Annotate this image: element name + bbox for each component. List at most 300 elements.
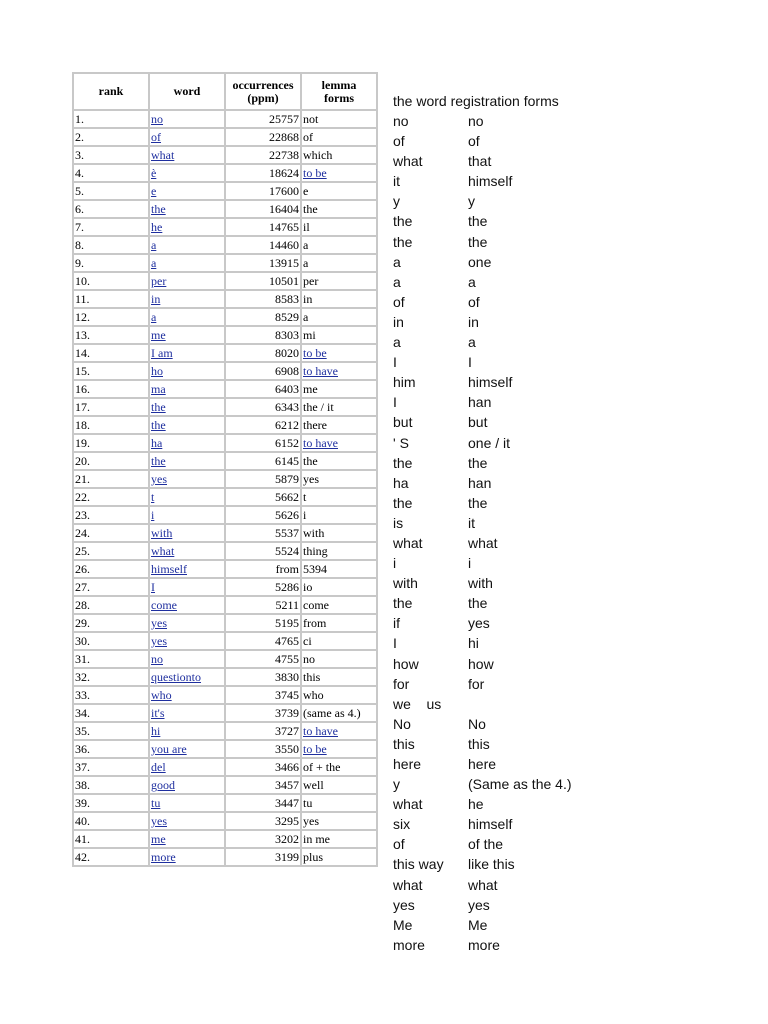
lemma-cell: yes: [301, 812, 377, 830]
lemma-cell: of: [301, 128, 377, 146]
lemma-link[interactable]: to be: [303, 166, 327, 180]
rank-cell: 15.: [73, 362, 149, 380]
occurrences-cell: 5662: [225, 488, 301, 506]
translation-word: No: [393, 715, 411, 732]
rank-cell: 28.: [73, 596, 149, 614]
translation-lemma: himself: [468, 374, 513, 391]
lemma-cell: 5394: [301, 560, 377, 578]
translation-row: [393, 332, 572, 352]
translation-row: [393, 412, 572, 432]
word-cell: [149, 200, 225, 218]
translation-row: [393, 834, 572, 854]
word-link[interactable]: questionto: [151, 670, 201, 684]
translation-row: [393, 191, 572, 211]
word-link[interactable]: a: [151, 310, 157, 324]
lemma-cell: come: [301, 596, 377, 614]
word-link[interactable]: more: [151, 850, 176, 864]
word-cell: [149, 452, 225, 470]
header-row: [73, 73, 377, 110]
word-link[interactable]: yes: [151, 472, 167, 486]
word-link[interactable]: I am: [151, 346, 173, 360]
occurrences-cell: 3447: [225, 794, 301, 812]
occurrences-cell: 25757: [225, 110, 301, 128]
lemma-link[interactable]: to have: [303, 724, 338, 738]
translation-lemma: no: [468, 113, 484, 129]
translation-lemma: one / it: [468, 434, 511, 451]
table-row: [73, 686, 377, 704]
translation-row: [393, 694, 572, 714]
table-row: [73, 614, 377, 632]
translation-lemma: how: [468, 655, 494, 672]
word-cell: [149, 128, 225, 146]
occurrences-cell: 8583: [225, 290, 301, 308]
table-row: [73, 452, 377, 470]
table-body: [73, 110, 377, 866]
word-link[interactable]: del: [151, 760, 166, 774]
rank-cell: 23.: [73, 506, 149, 524]
lemma-link[interactable]: to have: [303, 364, 338, 378]
lemma-cell: of + the: [301, 758, 377, 776]
word-link[interactable]: of: [151, 130, 161, 144]
word-link[interactable]: himself: [151, 562, 187, 576]
word-link[interactable]: the: [151, 418, 166, 432]
rank-cell: 6.: [73, 200, 149, 218]
translation-row: [393, 573, 572, 593]
word-link[interactable]: yes: [151, 814, 167, 828]
rank-cell: 41.: [73, 830, 149, 848]
translation-row: [393, 352, 572, 372]
translation-row: [393, 674, 572, 694]
word-cell: [149, 164, 225, 182]
rank-cell: 31.: [73, 650, 149, 668]
lemma-cell: the / it: [301, 398, 377, 416]
lemma-cell: i: [301, 506, 377, 524]
occurrences-cell: 5195: [225, 614, 301, 632]
translation-word: what: [393, 796, 423, 813]
lemma-cell: from: [301, 614, 377, 632]
rank-cell: 13.: [73, 326, 149, 344]
word-link[interactable]: tu: [151, 796, 161, 810]
translation-word: in: [393, 313, 404, 330]
rank-cell: 27.: [73, 578, 149, 596]
rank-cell: 34.: [73, 704, 149, 722]
word-cell: [149, 758, 225, 776]
rank-cell: 9.: [73, 254, 149, 272]
translation-rows: [393, 111, 572, 955]
translation-row: [393, 111, 572, 131]
table-row: [73, 560, 377, 578]
translation-word: Me: [393, 916, 413, 933]
word-link[interactable]: a: [151, 238, 157, 252]
translation-lemma: y: [468, 193, 475, 210]
lemma-cell: [301, 434, 377, 452]
word-cell: [149, 182, 225, 200]
translation-row: [393, 372, 572, 392]
lemma-cell: il: [301, 218, 377, 236]
translation-row: [393, 854, 572, 874]
occurrences-cell: 5286: [225, 578, 301, 596]
header-lemma-line1: lemma: [321, 77, 357, 92]
translation-lemma: of: [468, 293, 480, 310]
translation-lemma: it: [468, 514, 475, 531]
translation-word: y: [393, 193, 400, 210]
lemma-cell: t: [301, 488, 377, 506]
table-row: [73, 326, 377, 344]
translation-lemma: yes: [468, 615, 490, 632]
occurrences-cell: 5537: [225, 524, 301, 542]
translation-lemma: (Same as the 4.): [468, 776, 572, 793]
word-cell: [149, 740, 225, 758]
translation-row: [393, 734, 572, 754]
translation-word: the: [393, 233, 413, 250]
rank-cell: 35.: [73, 722, 149, 740]
occurrences-cell: 3745: [225, 686, 301, 704]
table-row: [73, 524, 377, 542]
rank-cell: 39.: [73, 794, 149, 812]
word-link[interactable]: what: [151, 544, 175, 558]
rank-cell: 25.: [73, 542, 149, 560]
translation-row: [393, 794, 572, 814]
translation-row: [393, 211, 572, 231]
word-cell: [149, 722, 225, 740]
translation-lemma: for: [468, 675, 485, 692]
word-link[interactable]: hi: [151, 724, 161, 738]
occurrences-cell: 22738: [225, 146, 301, 164]
table-row: [73, 128, 377, 146]
word-link[interactable]: you are: [151, 742, 187, 756]
translation-title: the word registration forms: [393, 93, 559, 109]
rank-cell: 4.: [73, 164, 149, 182]
occurrences-cell: 6908: [225, 362, 301, 380]
lemma-cell: [301, 362, 377, 380]
table-row: [73, 776, 377, 794]
table-row: [73, 344, 377, 362]
word-link[interactable]: the: [151, 454, 166, 468]
table-row: [73, 200, 377, 218]
occurrences-cell: 6145: [225, 452, 301, 470]
occurrences-cell: 14460: [225, 236, 301, 254]
word-link[interactable]: in: [151, 292, 161, 306]
rank-cell: 26.: [73, 560, 149, 578]
occurrences-cell: 5211: [225, 596, 301, 614]
word-link[interactable]: with: [151, 526, 173, 540]
translation-row: [393, 814, 572, 834]
lemma-cell: e: [301, 182, 377, 200]
translation-word: I: [393, 635, 397, 652]
occurrences-cell: 3727: [225, 722, 301, 740]
rank-cell: 8.: [73, 236, 149, 254]
header-rank: rank: [73, 73, 149, 110]
rank-cell: 1.: [73, 110, 149, 128]
lemma-link[interactable]: to have: [303, 436, 338, 450]
translation-lemma: i: [468, 555, 472, 572]
table-row: [73, 146, 377, 164]
occurrences-cell: 5879: [225, 470, 301, 488]
table-row: [73, 416, 377, 434]
table-row: [73, 848, 377, 866]
rank-cell: 29.: [73, 614, 149, 632]
occurrences-cell: 6403: [225, 380, 301, 398]
word-link[interactable]: ho: [151, 364, 163, 378]
lemma-cell: well: [301, 776, 377, 794]
word-link[interactable]: good: [151, 778, 175, 792]
translation-row: [393, 553, 572, 573]
word-cell: [149, 830, 225, 848]
occurrences-cell: 14765: [225, 218, 301, 236]
word-cell: [149, 560, 225, 578]
table-row: [73, 182, 377, 200]
word-link[interactable]: i: [151, 508, 155, 522]
word-link[interactable]: me: [151, 832, 166, 846]
translation-row: [393, 895, 572, 915]
word-link[interactable]: è: [151, 166, 157, 180]
word-cell: [149, 506, 225, 524]
word-cell: [149, 794, 225, 812]
translation-lemma: Me: [468, 916, 488, 933]
translation-word: of: [393, 133, 405, 150]
rank-cell: 17.: [73, 398, 149, 416]
translation-word: is: [393, 514, 404, 531]
occurrences-cell: 5626: [225, 506, 301, 524]
translation-word: no: [393, 113, 409, 129]
table-row: [73, 164, 377, 182]
word-cell: [149, 344, 225, 362]
translation-row: [393, 915, 572, 935]
translation-lemma: the: [468, 454, 488, 471]
translation-lemma: with: [468, 575, 493, 592]
rank-cell: 2.: [73, 128, 149, 146]
rank-cell: 12.: [73, 308, 149, 326]
translation-word: this way: [393, 856, 444, 873]
rank-cell: 20.: [73, 452, 149, 470]
translation-lemma: a: [468, 334, 476, 351]
word-cell: [149, 848, 225, 866]
word-link[interactable]: who: [151, 688, 172, 702]
word-cell: [149, 596, 225, 614]
translation-row: [393, 754, 572, 774]
word-link[interactable]: ma: [151, 382, 166, 396]
translation-lemma: the: [468, 213, 488, 230]
occurrences-cell: 3295: [225, 812, 301, 830]
word-link[interactable]: no: [151, 652, 163, 666]
translation-lemma: this: [468, 735, 490, 752]
word-cell: [149, 236, 225, 254]
word-cell: [149, 524, 225, 542]
translation-lemma: of the: [468, 836, 504, 853]
word-cell: [149, 326, 225, 344]
lemma-cell: mi: [301, 326, 377, 344]
lemma-link[interactable]: to be: [303, 742, 327, 756]
table-row: [73, 812, 377, 830]
table-row: [73, 380, 377, 398]
translation-word: I: [393, 354, 397, 371]
word-cell: [149, 272, 225, 290]
rank-cell: 5.: [73, 182, 149, 200]
translation-lemma: here: [468, 756, 497, 772]
word-link[interactable]: a: [151, 256, 157, 270]
translation-word: ' S: [393, 434, 409, 451]
table-row: [73, 596, 377, 614]
rank-cell: 14.: [73, 344, 149, 362]
word-cell: [149, 668, 225, 686]
header-lemma-line2: forms: [324, 90, 354, 105]
lemma-cell: a: [301, 254, 377, 272]
translation-word: the: [393, 454, 413, 471]
word-cell: [149, 776, 225, 794]
translation-lemma: like this: [468, 856, 515, 873]
word-cell: [149, 362, 225, 380]
occurrences-cell: 5524: [225, 542, 301, 560]
translation-word: a: [393, 334, 401, 351]
lemma-cell: in me: [301, 830, 377, 848]
rank-cell: 21.: [73, 470, 149, 488]
translation-word: the: [393, 494, 413, 511]
table-row: [73, 434, 377, 452]
table-row: [73, 740, 377, 758]
table-row: [73, 650, 377, 668]
word-link[interactable]: come: [151, 598, 177, 612]
lemma-cell: the: [301, 200, 377, 218]
rank-cell: 32.: [73, 668, 149, 686]
word-link[interactable]: e: [151, 184, 157, 198]
word-link[interactable]: the: [151, 400, 166, 414]
word-link[interactable]: no: [151, 112, 163, 126]
translation-lemma: the: [468, 233, 488, 250]
word-link[interactable]: it's: [151, 706, 165, 720]
translation-word: i: [393, 555, 397, 572]
word-link[interactable]: per: [151, 274, 167, 288]
translation-lemma: I: [468, 354, 472, 371]
table-row: [73, 218, 377, 236]
table-row: [73, 722, 377, 740]
rank-cell: 33.: [73, 686, 149, 704]
translation-lemma: himself: [468, 173, 513, 190]
translation-word: y: [393, 776, 400, 793]
translation-word: what: [393, 534, 423, 551]
translation-word: yes: [393, 896, 415, 913]
lemma-cell: tu: [301, 794, 377, 812]
word-link[interactable]: ha: [151, 436, 163, 450]
translation-row: [393, 533, 572, 553]
table-row: [73, 578, 377, 596]
translation-word: him: [393, 374, 416, 391]
word-cell: [149, 614, 225, 632]
occurrences-cell: 18624: [225, 164, 301, 182]
translation-row: [393, 875, 572, 895]
translation-row: [393, 232, 572, 252]
translation-row: [393, 473, 572, 493]
translation-word: the: [393, 595, 413, 612]
lemma-cell: [301, 740, 377, 758]
translation-lemma: but: [468, 414, 488, 431]
word-link[interactable]: t: [151, 490, 155, 504]
translation-lemma: a: [468, 273, 476, 290]
translation-word: if: [393, 615, 400, 632]
occurrences-cell: 22868: [225, 128, 301, 146]
word-link[interactable]: the: [151, 202, 166, 216]
lemma-cell: this: [301, 668, 377, 686]
word-link[interactable]: he: [151, 220, 163, 234]
lemma-link[interactable]: to be: [303, 346, 327, 360]
lemma-cell: thing: [301, 542, 377, 560]
rank-cell: 3.: [73, 146, 149, 164]
translation-row: [393, 131, 572, 151]
rank-cell: 30.: [73, 632, 149, 650]
translation-lemma: the: [468, 595, 488, 612]
lemma-cell: not: [301, 110, 377, 128]
table-row: [73, 110, 377, 128]
translation-word: this: [393, 735, 415, 752]
header-occurrences-line2: (ppm): [247, 90, 279, 105]
rank-cell: 40.: [73, 812, 149, 830]
translation-word: how: [393, 655, 419, 672]
lemma-cell: in: [301, 290, 377, 308]
rank-cell: 36.: [73, 740, 149, 758]
header-lemma-forms: [301, 73, 377, 110]
word-link[interactable]: me: [151, 328, 166, 342]
translation-row: [393, 714, 572, 734]
translation-word: for: [393, 675, 410, 692]
translation-row: [393, 593, 572, 613]
translation-row: [393, 513, 572, 533]
translation-lemma: No: [468, 715, 486, 732]
occurrences-cell: 6152: [225, 434, 301, 452]
lemma-cell: yes: [301, 470, 377, 488]
table-row: [73, 758, 377, 776]
translation-word: a: [393, 253, 401, 270]
lemma-cell: me: [301, 380, 377, 398]
rank-cell: 18.: [73, 416, 149, 434]
occurrences-cell: 3550: [225, 740, 301, 758]
table-row: [73, 704, 377, 722]
translation-lemma: that: [468, 153, 492, 170]
translation-word: the: [393, 213, 413, 230]
translation-row: [393, 935, 572, 955]
word-link[interactable]: yes: [151, 616, 167, 630]
translation-row: [393, 633, 572, 653]
translation-row: [393, 774, 572, 794]
table-row: [73, 488, 377, 506]
occurrences-cell: 3830: [225, 668, 301, 686]
translation-row: [393, 392, 572, 412]
occurrences-cell: 17600: [225, 182, 301, 200]
translation-word: of: [393, 293, 405, 310]
translation-lemma: hi: [468, 635, 479, 652]
table-row: [73, 506, 377, 524]
translation-lemma: himself: [468, 816, 513, 833]
translation-lemma: han: [468, 394, 492, 411]
rank-cell: 24.: [73, 524, 149, 542]
translation-word: it: [393, 173, 400, 190]
word-link[interactable]: what: [151, 148, 175, 162]
lemma-cell: plus: [301, 848, 377, 866]
translation-row: [393, 151, 572, 171]
occurrences-cell: 4765: [225, 632, 301, 650]
translation-lemma: one: [468, 253, 492, 270]
table-row: [73, 308, 377, 326]
table-row: [73, 290, 377, 308]
translation-word: here: [393, 756, 422, 772]
frequency-table: [72, 72, 378, 867]
word-cell: [149, 218, 225, 236]
word-link[interactable]: yes: [151, 634, 167, 648]
word-cell: [149, 704, 225, 722]
translation-word: six: [393, 816, 411, 833]
word-link[interactable]: I: [151, 580, 155, 594]
header-occurrences: [225, 73, 301, 110]
translation-word: what: [393, 876, 423, 893]
translation-row: [393, 433, 572, 453]
